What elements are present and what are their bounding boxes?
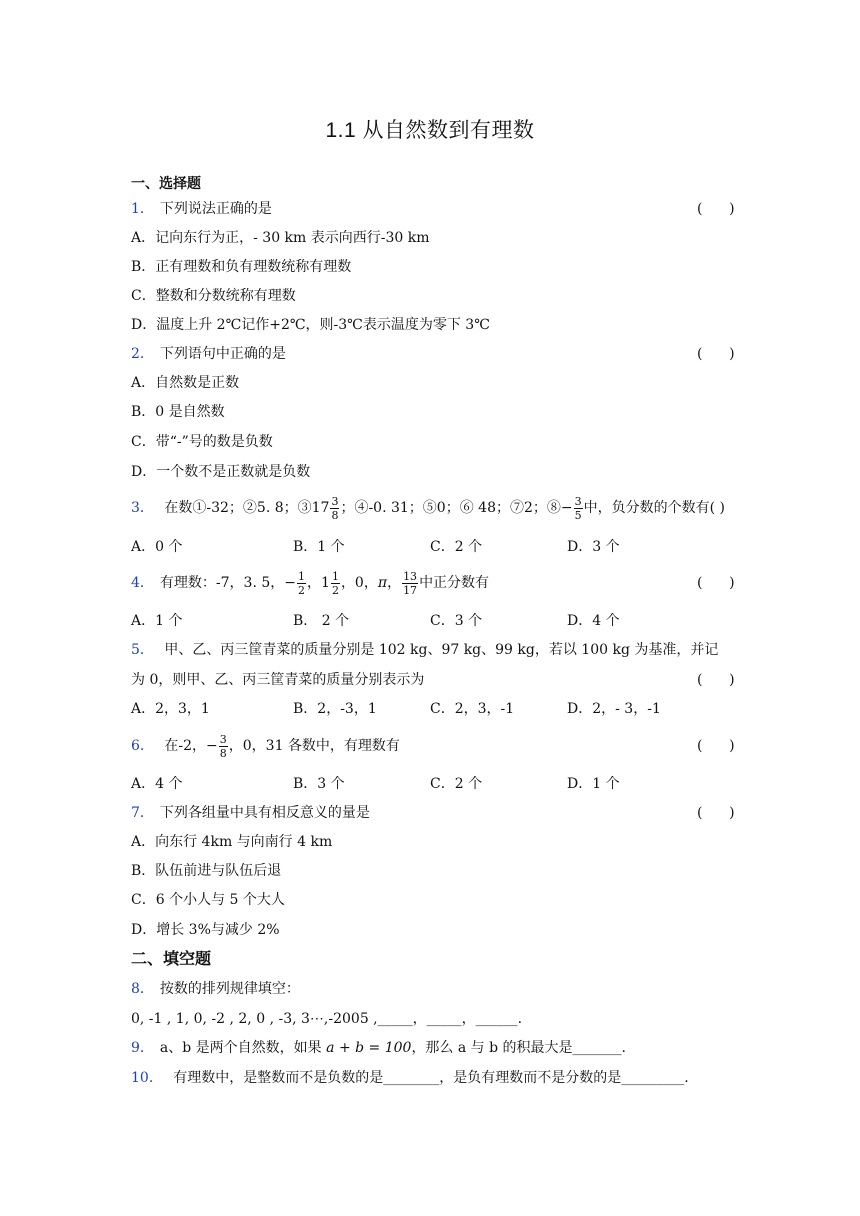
fraction: $\frac{13}{17}$ (403, 569, 418, 597)
fraction: $\frac{3}{5}$ (574, 494, 582, 522)
option-d: D．增长 3%与减少 2% (131, 922, 280, 938)
option-d: D．4 个 (567, 613, 620, 629)
question-number: 9． (131, 1040, 154, 1056)
option-a: A．向东行 4km 与向南行 4 km (131, 834, 333, 850)
question-5-stem: 5． 甲、乙、丙三筐青菜的质量分别是 102 kg、97 kg、99 kg，若以 100 kg 为基准，并记 (131, 642, 719, 658)
equation: a + b = 100 (326, 1040, 412, 1056)
question-2-stem: 2． 下列语句中正确的是 (131, 346, 286, 362)
option-d: D．一个数不是正数就是负数 (131, 464, 311, 480)
option-d: D．1 个 (567, 776, 620, 792)
option-b: B．0 是自然数 (131, 404, 225, 420)
answer-paren: ( ) (697, 738, 735, 754)
fraction: $\frac{1}{2}$ (298, 569, 306, 597)
option-a: A．1 个 (131, 613, 183, 629)
option-b: B．1 个 (293, 539, 345, 555)
page-title: 1.1 从自然数到有理数 (325, 119, 535, 142)
answer-paren: ( ) (697, 672, 735, 688)
answer-paren: ( ) (697, 346, 735, 362)
question-9-stem: 9． a、b 是两个自然数，如果 a + b = 100，那么 a 与 b 的积最大是_______. (131, 1040, 626, 1056)
option-c: C．2 个 (430, 539, 483, 555)
answer-paren: ( ) (697, 201, 735, 217)
option-c: C．带“-”号的数是负数 (131, 434, 273, 450)
question-8-stem: 8． 按数的排列规律填空： (131, 981, 300, 997)
option-a: A．2，3，1 (131, 701, 210, 717)
option-b: B．2，-3，1 (293, 701, 377, 717)
question-number: 1． (131, 201, 154, 217)
option-a: A．0 个 (131, 539, 183, 555)
question-10-stem: 10． 有理数中，是整数而不是负数的是________，是负有理数而不是分数的是_________. (131, 1070, 689, 1086)
question-6-stem: 6． 在-2，− $\frac{3}{8}$ ，0，31 各数中，有理数有 (131, 732, 400, 760)
answer-paren: ( ) (697, 805, 735, 821)
option-b: B．正有理数和负有理数统称有理数 (131, 259, 352, 275)
question-8-sequence: 0, -1 , 1, 0, -2 , 2, 0 , -3, 3⋯,-2005 ,_____，_____，______. (131, 1011, 523, 1027)
option-c: C．3 个 (430, 613, 483, 629)
option-d: D．温度上升 2℃记作+2℃，则-3℃表示温度为零下 3℃ (131, 317, 490, 333)
question-number: 4． (131, 575, 154, 591)
fraction: $\frac{3}{8}$ (219, 732, 227, 760)
question-1-stem: 1． 下列说法正确的是 (131, 201, 272, 217)
option-b: B． 2 个 (293, 613, 350, 629)
question-number: 10． (131, 1070, 163, 1086)
question-number: 5． (131, 642, 154, 658)
option-a: A．4 个 (131, 776, 183, 792)
fraction: $\frac{1}{2}$ (331, 569, 339, 597)
question-number: 7． (131, 805, 154, 821)
option-c: C．整数和分数统称有理数 (131, 288, 296, 304)
section-heading-choice: 一、选择题 (131, 176, 201, 192)
option-d: D．3 个 (567, 539, 620, 555)
question-number: 3． (131, 500, 154, 516)
question-7-stem: 7． 下列各组量中具有相反意义的量是 (131, 805, 370, 821)
question-5-stem-cont: 为 0，则甲、乙、丙三筐青菜的质量分别表示为 (131, 672, 425, 688)
option-c: C．6 个小人与 5 个大人 (131, 892, 285, 908)
option-a: A．记向东行为正，- 30 km 表示向西行-30 km (131, 230, 430, 246)
question-number: 6． (131, 738, 154, 754)
option-c: C．2，3，-1 (430, 701, 515, 717)
answer-paren: ( ) (697, 575, 735, 591)
option-b: B．队伍前进与队伍后退 (131, 863, 282, 879)
section-heading-fill: 二、填空题 (131, 949, 212, 968)
option-a: A．自然数是正数 (131, 375, 240, 391)
question-3-stem: 3． 在数①-32；②5. 8；③17 $\frac{3}{8}$ ；④-0. 31；⑤0；⑥ 48；⑦2；⑧− $\frac{3}{5}$ 中，负分数的个数有( ) (131, 494, 725, 522)
fraction: $\frac{3}{8}$ (331, 494, 339, 522)
question-4-stem: 4． 有理数：-7，3. 5，− $\frac{1}{2}$ ，1 $\frac{1}{2}$ ，0，π， $\frac{13}{17}$ 中正分数有 (131, 569, 490, 597)
question-number: 2． (131, 346, 154, 362)
option-b: B．3 个 (293, 776, 345, 792)
option-c: C．2 个 (430, 776, 483, 792)
option-d: D．2，- 3，-1 (567, 701, 661, 717)
question-number: 8． (131, 981, 154, 997)
